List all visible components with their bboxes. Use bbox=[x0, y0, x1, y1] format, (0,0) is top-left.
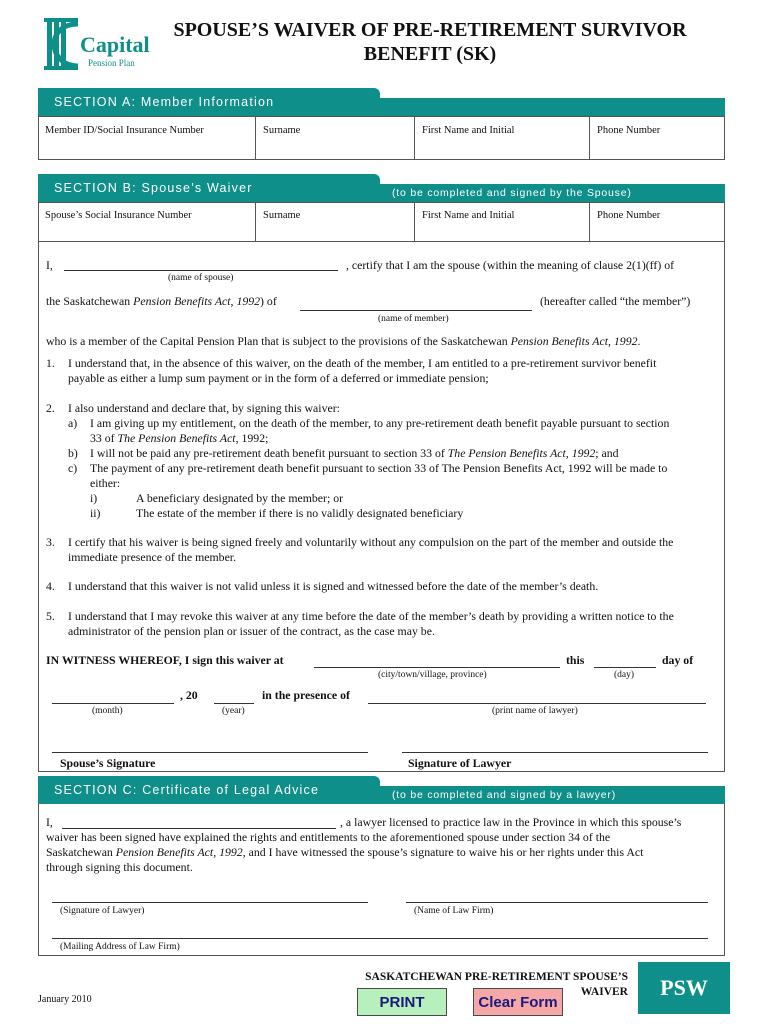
day-caption: (day) bbox=[614, 670, 635, 680]
spouse-first-name-field[interactable]: First Name and Initial bbox=[422, 210, 515, 221]
form-title bbox=[150, 18, 710, 66]
year-caption: (year) bbox=[222, 706, 245, 716]
lawyer-i-label: I, bbox=[46, 815, 53, 829]
capital-pension-plan-logo bbox=[38, 14, 148, 76]
lawyer-cert-line-2: waiver has been signed have explained the rights and entitlements to the aforementioned spouse under section 34 of the bbox=[46, 830, 611, 844]
item-5-text: I understand that I may revoke this waiver at any time before the date of the member’s death by providing a written notice to the administrator of the pension plan or issuer of the contract, as the case may be. bbox=[68, 609, 674, 638]
title-line-2: BENEFIT (SK) bbox=[363, 43, 497, 65]
member-info-table bbox=[38, 116, 725, 160]
item-2a-label: a) bbox=[68, 416, 78, 430]
item-1-number: 1. bbox=[46, 356, 55, 370]
section-c-note: (to be completed and signed by a lawyer) bbox=[392, 789, 617, 801]
member-surname-field[interactable]: Surname bbox=[263, 125, 301, 136]
lawyer-signature-label: Signature of Lawyer bbox=[408, 756, 512, 770]
lawyer-cert-line-3: Saskatchewan Pension Benefits Act, 1992, and I have witnessed the spouse’s signature to waive his or her rights under this Act bbox=[46, 845, 644, 859]
logo-text: Capital bbox=[80, 32, 150, 57]
spouse-phone-field[interactable]: Phone Number bbox=[597, 210, 661, 221]
spouse-name-line[interactable] bbox=[64, 270, 338, 271]
month-caption: (month) bbox=[92, 706, 123, 716]
item-2c-label: c) bbox=[68, 461, 78, 475]
lawyer-sig-line[interactable] bbox=[52, 902, 368, 903]
lawyer-cert-line-4: through signing this document. bbox=[46, 860, 193, 874]
print-button[interactable]: PRINT bbox=[357, 988, 447, 1016]
section-b-note: (to be completed and signed by the Spouse) bbox=[392, 187, 632, 199]
city-caption: (city/town/village, province) bbox=[378, 670, 487, 680]
lawyer-print-name-line[interactable] bbox=[368, 703, 706, 704]
lawyer-name-line[interactable] bbox=[62, 828, 336, 829]
section-a-bar bbox=[380, 98, 725, 116]
form-code-badge: PSW bbox=[638, 962, 730, 1014]
item-2a-text: I am giving up my entitlement, on the death of the member, to any pre-retirement death benefit payable pursuant to section 33 of The Pension Benefits Act, 1992; bbox=[90, 416, 670, 445]
spouse-sin-field[interactable]: Spouse’s Social Insurance Number bbox=[45, 210, 192, 221]
item-4-text: I understand that this waiver is not valid unless it is signed and witnessed before the date of the member’s death. bbox=[68, 579, 599, 593]
member-name-line[interactable] bbox=[300, 310, 532, 311]
section-b-header: SECTION B: Spouse’s Waiver bbox=[38, 174, 380, 202]
item-3-number: 3. bbox=[46, 535, 55, 549]
form-footer-title: SASKATCHEWAN PRE-RETIREMENT SPOUSE’S WAIVER bbox=[365, 971, 628, 998]
law-firm-caption: (Name of Law Firm) bbox=[414, 906, 494, 916]
item-2cii-label: ii) bbox=[90, 506, 101, 520]
clear-form-button[interactable]: Clear Form bbox=[473, 988, 563, 1016]
item-5-number: 5. bbox=[46, 609, 55, 623]
certify-text: , certify that I am the spouse (within the meaning of clause 2(1)(ff) of bbox=[346, 258, 675, 272]
lawyer-cert-line-1: , a lawyer licensed to practice law in the Province in which this spouse’s bbox=[340, 815, 682, 829]
form-date: January 2010 bbox=[38, 994, 92, 1005]
day-line[interactable] bbox=[594, 667, 656, 668]
logo-subtext: Pension Plan bbox=[88, 58, 135, 68]
item-4-number: 4. bbox=[46, 579, 55, 593]
item-2ci-label: i) bbox=[90, 491, 98, 505]
law-firm-line[interactable] bbox=[406, 902, 708, 903]
sask-act-line: the Saskatchewan Pension Benefits Act, 1992) of bbox=[46, 294, 277, 308]
name-of-spouse-caption: (name of spouse) bbox=[168, 273, 234, 283]
signature-of-lawyer-caption: (Signature of Lawyer) bbox=[60, 906, 145, 916]
this-label: this bbox=[566, 653, 585, 667]
spouse-signature-line[interactable] bbox=[52, 752, 368, 753]
year-line[interactable] bbox=[214, 703, 254, 704]
lawyer-print-name-caption: (print name of lawyer) bbox=[492, 706, 578, 716]
month-line[interactable] bbox=[52, 703, 174, 704]
section-a-header: SECTION A: Member Information bbox=[38, 88, 380, 116]
item-3-text: I certify that his waiver is being signed freely and voluntarily without any compulsion on the part of the member and outside the immediate presence of the member. bbox=[68, 535, 674, 564]
hereafter-text: (hereafter called “the member”) bbox=[540, 294, 691, 308]
day-of-label: day of bbox=[662, 653, 694, 667]
city-line[interactable] bbox=[314, 667, 560, 668]
comma-20: , 20 bbox=[180, 688, 198, 702]
mailing-address-line[interactable] bbox=[52, 938, 708, 939]
member-sin-field[interactable]: Member ID/Social Insurance Number bbox=[45, 125, 204, 136]
spouse-surname-field[interactable]: Surname bbox=[263, 210, 301, 221]
item-2b-text: I will not be paid any pre-retirement death benefit pursuant to section 33 of The Pension Benefits Act, 1992; and bbox=[90, 446, 619, 460]
member-phone-field[interactable]: Phone Number bbox=[597, 125, 661, 136]
item-2c-text: The payment of any pre-retirement death benefit pursuant to section 33 of The Pension Benefits Act, 1992 will be made to either: bbox=[90, 461, 668, 490]
mailing-address-caption: (Mailing Address of Law Firm) bbox=[60, 942, 180, 952]
spouse-signature-label: Spouse’s Signature bbox=[60, 756, 156, 770]
name-of-member-caption: (name of member) bbox=[378, 314, 449, 324]
spouse-info-table bbox=[38, 202, 725, 242]
item-1-text: I understand that, in the absence of this waiver, on the death of the member, I am entitled to a pre-retirement survivor benefit payable as either a lump sum payment or in the form of a deferred or immediate pension; bbox=[68, 356, 657, 385]
lawyer-signature-line[interactable] bbox=[402, 752, 708, 753]
item-2-text: I also understand and declare that, by signing this waiver: bbox=[68, 401, 340, 415]
member-first-name-field[interactable]: First Name and Initial bbox=[422, 125, 515, 136]
item-2-number: 2. bbox=[46, 401, 55, 415]
item-2cii-text: The estate of the member if there is no validly designated beneficiary bbox=[136, 506, 464, 520]
item-2ci-text: A beneficiary designated by the member; or bbox=[136, 491, 344, 505]
witness-text: IN WITNESS WHEREOF, I sign this waiver at bbox=[46, 653, 284, 667]
item-2b-label: b) bbox=[68, 446, 78, 460]
member-provision-text: who is a member of the Capital Pension Plan that is subject to the provisions of the Saskatchewan Pension Benefits Act, 1992. bbox=[46, 334, 641, 348]
section-c-header: SECTION C: Certificate of Legal Advice bbox=[38, 776, 380, 804]
presence-label: in the presence of bbox=[262, 688, 350, 702]
title-line-1: SPOUSE’S WAIVER OF PRE-RETIREMENT SURVIVOR bbox=[173, 19, 687, 41]
i-label: I, bbox=[46, 258, 53, 272]
